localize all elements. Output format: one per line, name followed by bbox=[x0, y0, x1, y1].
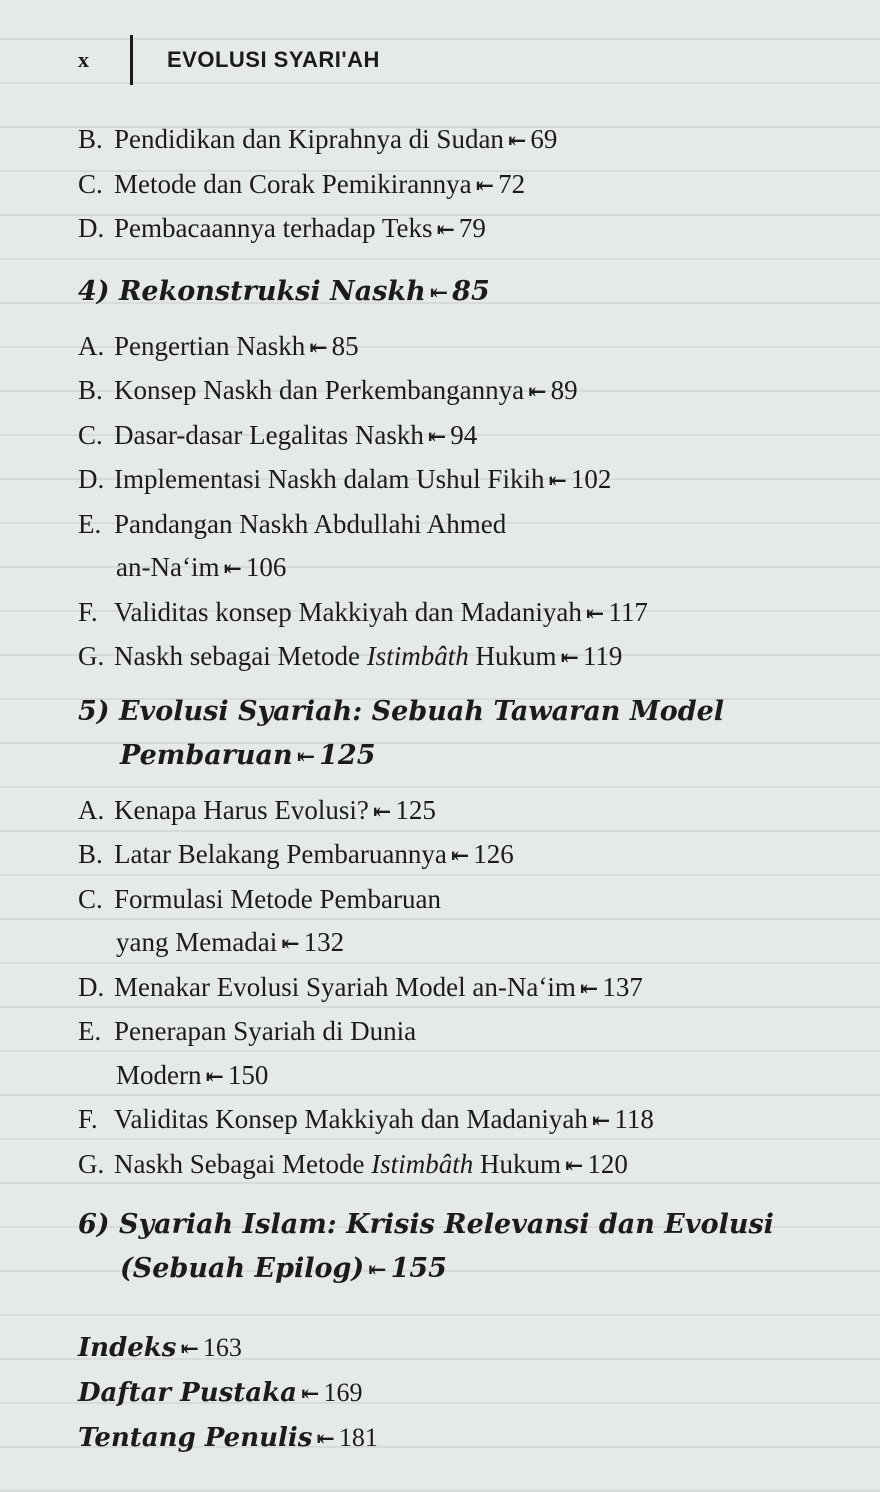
entry-page: 125 bbox=[395, 794, 436, 825]
toc-entry[interactable] bbox=[78, 591, 858, 636]
entry-label: B. bbox=[78, 124, 103, 154]
back-matter-title: Daftar Pustaka bbox=[78, 1378, 297, 1408]
entry-text: Dasar-dasar Legalitas Naskh bbox=[114, 419, 424, 450]
page-header bbox=[78, 34, 380, 86]
toc-entry[interactable] bbox=[78, 207, 858, 252]
arrow-left-bar-icon: ⇤ bbox=[205, 1063, 224, 1089]
back-matter-index[interactable] bbox=[78, 1326, 858, 1371]
entry-page: 102 bbox=[570, 464, 612, 494]
entry-label: G. bbox=[78, 641, 105, 671]
entry-text: Naskh sebagai Metode bbox=[114, 641, 360, 671]
section-title: 5) Evolusi Syariah: Sebuah Tawaran Model bbox=[78, 695, 725, 727]
section-heading-5[interactable] bbox=[78, 690, 858, 779]
book-title: EVOLUSI SYARI'AH bbox=[167, 47, 380, 72]
entry-page: 118 bbox=[614, 1104, 654, 1134]
arrow-left-bar-icon: ⇤ bbox=[507, 128, 527, 153]
entry-text: Modern bbox=[116, 1059, 202, 1090]
back-matter-title: Tentang Penulis bbox=[78, 1423, 313, 1453]
toc-entry[interactable] bbox=[78, 635, 858, 680]
entry-label: A. bbox=[78, 794, 105, 825]
back-matter-title: Indeks bbox=[78, 1333, 177, 1363]
entry-label: B. bbox=[78, 839, 103, 869]
entry-page: 163 bbox=[202, 1333, 242, 1362]
arrow-left-bar-icon: ⇤ bbox=[436, 217, 455, 242]
entry-text: Hukum bbox=[479, 1148, 561, 1179]
section-title: 6) Syariah Islam: Krisis Relevansi dan Evolusi bbox=[78, 1209, 774, 1240]
arrow-left-bar-icon: ⇤ bbox=[548, 468, 567, 493]
entry-text: Metode dan Corak Pemikirannya bbox=[114, 168, 472, 199]
arrow-left-bar-icon: ⇤ bbox=[450, 843, 470, 868]
toc-entry[interactable] bbox=[78, 1098, 858, 1143]
toc-entry[interactable] bbox=[78, 503, 858, 547]
arrow-left-bar-icon: ⇤ bbox=[564, 1152, 584, 1178]
entry-text: Formulasi Metode Pembaruan bbox=[114, 883, 441, 914]
entry-text: Implementasi Naskh dalam Ushul Fikih bbox=[114, 464, 545, 494]
entry-label: C. bbox=[78, 883, 103, 914]
entry-label: F. bbox=[78, 596, 98, 627]
entry-text: an-Na‘im bbox=[116, 552, 220, 582]
entry-page: 126 bbox=[473, 839, 514, 869]
entry-page: 94 bbox=[450, 419, 478, 450]
arrow-left-bar-icon: ⇤ bbox=[296, 743, 316, 770]
entry-page: 72 bbox=[498, 168, 526, 199]
entry-page: 181 bbox=[338, 1423, 378, 1452]
toc-entry-continuation[interactable] bbox=[78, 921, 858, 966]
toc-entry[interactable] bbox=[78, 789, 858, 834]
entry-page: 85 bbox=[331, 330, 359, 361]
section-title-cont: (Sebuah Epilog) bbox=[120, 1253, 365, 1284]
entry-text: Pandangan Naskh Abdullahi Ahmed bbox=[114, 508, 507, 539]
entry-text-italic: Istimbâth bbox=[366, 641, 469, 671]
entry-text: Naskh Sebagai Metode bbox=[114, 1148, 365, 1179]
entry-label: E. bbox=[78, 1016, 102, 1046]
entry-page: 137 bbox=[602, 971, 643, 1002]
entry-text: Hukum bbox=[475, 641, 557, 671]
entry-text: Pembacaannya terhadap Teks bbox=[114, 213, 433, 243]
entry-text: Pendidikan dan Kiprahnya di Sudan bbox=[114, 124, 504, 154]
section-page: 125 bbox=[319, 739, 376, 771]
entry-text: Menakar Evolusi Syariah Model an-Na‘im bbox=[114, 971, 576, 1002]
entry-page: 106 bbox=[245, 552, 287, 582]
arrow-left-bar-icon: ⇤ bbox=[475, 172, 495, 198]
header-divider bbox=[130, 35, 133, 85]
arrow-left-bar-icon: ⇤ bbox=[585, 600, 605, 626]
entry-text: Pengertian Naskh bbox=[114, 330, 306, 361]
toc-entry[interactable] bbox=[78, 369, 858, 414]
toc-entry[interactable] bbox=[78, 458, 858, 503]
entry-page: 120 bbox=[587, 1148, 628, 1179]
arrow-left-bar-icon: ⇤ bbox=[316, 1426, 335, 1452]
toc-entry[interactable] bbox=[78, 966, 858, 1011]
section-title-cont: Pembaruan bbox=[120, 739, 293, 771]
page-number: x bbox=[78, 47, 89, 72]
entry-text: Konsep Naskh dan Perkembangannya bbox=[114, 375, 525, 405]
section-page: 85 bbox=[452, 275, 490, 307]
section-heading-4[interactable] bbox=[78, 270, 858, 315]
entry-label: D. bbox=[78, 213, 105, 243]
arrow-left-bar-icon: ⇤ bbox=[309, 334, 328, 360]
toc-entry[interactable] bbox=[78, 1143, 858, 1188]
table-of-contents bbox=[78, 118, 858, 1461]
arrow-left-bar-icon: ⇤ bbox=[560, 645, 579, 670]
entry-text: Validitas konsep Makkiyah dan Madaniyah bbox=[114, 596, 582, 627]
entry-page: 119 bbox=[582, 641, 623, 671]
back-matter-bibliography[interactable] bbox=[78, 1371, 858, 1416]
toc-entry[interactable] bbox=[78, 1010, 858, 1054]
arrow-left-bar-icon: ⇤ bbox=[591, 1108, 611, 1133]
entry-label: E. bbox=[78, 508, 102, 539]
entry-label: C. bbox=[78, 168, 103, 199]
entry-text: Penerapan Syariah di Dunia bbox=[114, 1016, 417, 1046]
arrow-left-bar-icon: ⇤ bbox=[281, 931, 300, 956]
entry-text: Validitas Konsep Makkiyah dan Madaniyah bbox=[114, 1104, 588, 1134]
section-heading-6[interactable] bbox=[78, 1203, 858, 1292]
arrow-left-bar-icon: ⇤ bbox=[301, 1381, 320, 1407]
entry-label: F. bbox=[78, 1104, 98, 1134]
entry-page: 89 bbox=[550, 375, 578, 405]
entry-label: D. bbox=[78, 971, 105, 1002]
entry-page: 79 bbox=[458, 213, 486, 243]
entry-page: 150 bbox=[227, 1059, 269, 1090]
entry-page: 69 bbox=[530, 124, 558, 154]
toc-entry[interactable] bbox=[78, 325, 858, 370]
arrow-left-bar-icon: ⇤ bbox=[372, 798, 392, 824]
arrow-left-bar-icon: ⇤ bbox=[528, 379, 547, 404]
entry-label: D. bbox=[78, 464, 105, 494]
toc-entry[interactable] bbox=[78, 118, 858, 163]
toc-entry[interactable] bbox=[78, 878, 858, 922]
entry-page: 169 bbox=[323, 1378, 363, 1407]
section-page: 155 bbox=[390, 1253, 447, 1284]
arrow-left-bar-icon: ⇤ bbox=[429, 279, 449, 306]
arrow-left-bar-icon: ⇤ bbox=[579, 975, 599, 1001]
arrow-left-bar-icon: ⇤ bbox=[223, 556, 242, 581]
arrow-left-bar-icon: ⇤ bbox=[427, 423, 447, 449]
back-matter-author[interactable] bbox=[78, 1416, 858, 1461]
entry-label: G. bbox=[78, 1148, 105, 1179]
entry-text: yang Memadai bbox=[116, 927, 278, 957]
entry-page: 132 bbox=[303, 927, 345, 957]
toc-entry[interactable] bbox=[78, 163, 858, 208]
entry-label: C. bbox=[78, 419, 103, 450]
entry-text: Kenapa Harus Evolusi? bbox=[114, 794, 369, 825]
toc-entry[interactable] bbox=[78, 414, 858, 459]
toc-entry-continuation[interactable] bbox=[78, 546, 858, 591]
arrow-left-bar-icon: ⇤ bbox=[368, 1257, 387, 1283]
section-title: 4) Rekonstruksi Naskh bbox=[78, 275, 426, 307]
entry-label: B. bbox=[78, 375, 103, 405]
arrow-left-bar-icon: ⇤ bbox=[180, 1336, 199, 1362]
toc-entry[interactable] bbox=[78, 833, 858, 878]
entry-text-italic: Istimbâth bbox=[371, 1148, 474, 1179]
entry-label: A. bbox=[78, 330, 105, 361]
toc-entry-continuation[interactable] bbox=[78, 1054, 858, 1099]
entry-page: 117 bbox=[608, 596, 648, 627]
entry-text: Latar Belakang Pembaruannya bbox=[114, 839, 447, 869]
